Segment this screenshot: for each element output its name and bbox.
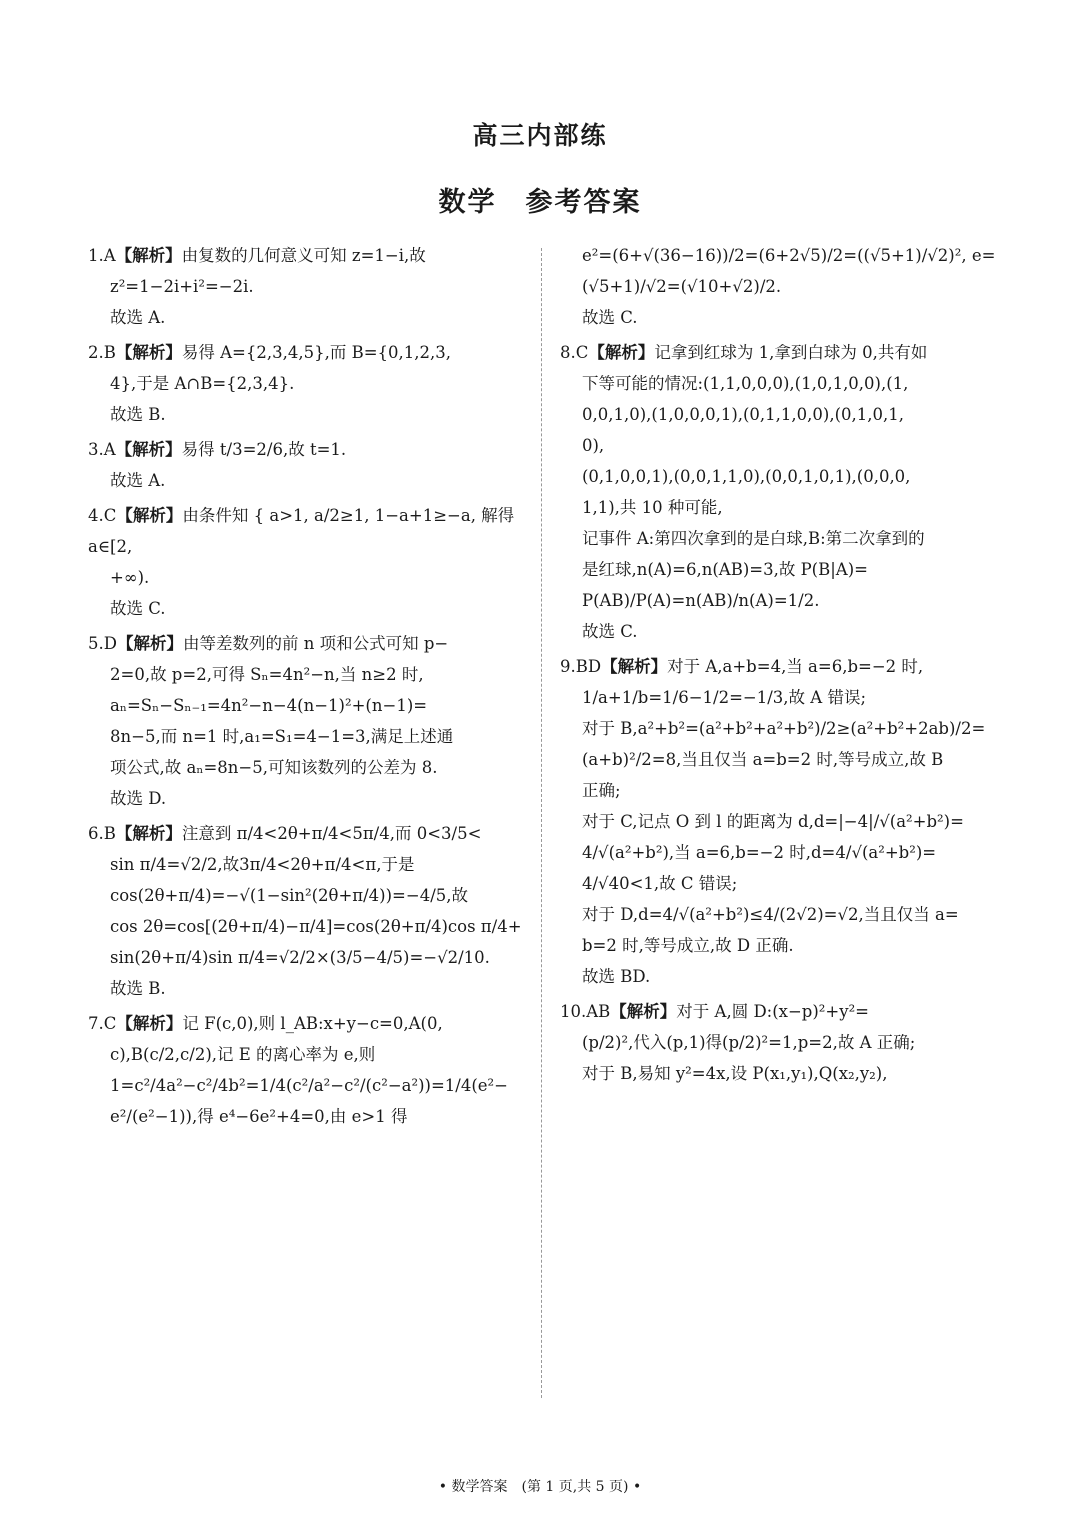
line-text: 记 F(c,0),则 l_AB:x+y−c=0,A(0,: [182, 1014, 443, 1033]
line-text: sin π/4=√2/2,故3π/4<2θ+π/4<π,于是: [110, 855, 415, 874]
answer-line: [88, 1008, 524, 1039]
line-text: (0,1,0,0,1),(0,0,1,1,0),(0,0,1,0,1),(0,0,0,: [582, 467, 911, 486]
answer-line: [88, 690, 524, 721]
answer-line: [560, 271, 996, 302]
line-text: 易得 t/3=2/6,故 t=1.: [181, 440, 347, 459]
line-text: 1=c²/4a²−c²/4b²=1/4(c²/a²−c²/(c²−a²))=1/4(e²−: [110, 1076, 508, 1095]
answer-item: [88, 434, 524, 500]
analysis-tag: 【解析】: [116, 1014, 183, 1033]
line-text: (√5+1)/√2=(√10+√2)/2.: [582, 277, 782, 296]
analysis-tag: 【解析】: [115, 824, 182, 843]
question-number: 3.A: [88, 440, 116, 459]
line-text: cos 2θ=cos[(2θ+π/4)−π/4]=cos(2θ+π/4)cos π/4+: [110, 917, 522, 936]
line-text: 0,0,1,0),(1,0,0,0,1),(0,1,1,0,0),(0,1,0,1,: [582, 405, 904, 424]
line-text: 对于 A,圆 D:(x−p)²+y²=: [676, 1002, 870, 1021]
left-column: [88, 240, 524, 1136]
analysis-tag: 【解析】: [115, 343, 182, 362]
question-number: 6.B: [88, 824, 116, 843]
line-text: c),B(c/2,c/2),记 E 的离心率为 e,则: [110, 1045, 376, 1064]
conclusion: 故选 D.: [110, 789, 167, 808]
conclusion: 故选 C.: [582, 622, 638, 641]
conclusion: 故选 B.: [110, 405, 166, 424]
question-number: 7.C: [88, 1014, 117, 1033]
answer-line: [88, 911, 524, 942]
answer-line: [560, 899, 996, 930]
line-text: 注意到 π/4<2θ+π/4<5π/4,而 0<3/5<: [181, 824, 482, 843]
answer-line: [560, 430, 996, 461]
line-text: 由等差数列的前 n 项和公式可知 p−: [182, 634, 449, 653]
analysis-tag: 【解析】: [115, 440, 182, 459]
line-text: aₙ=Sₙ−Sₙ₋₁=4n²−n−4(n−1)²+(n−1)=: [110, 696, 428, 715]
answer-line: [88, 721, 524, 752]
answer-line: [560, 368, 996, 399]
answer-line: [560, 651, 996, 682]
line-text: 记事件 A:第四次拿到的是白球,B:第二次拿到的: [582, 529, 925, 548]
answer-line: [560, 240, 996, 271]
answer-line: [88, 752, 524, 783]
answer-line: [88, 337, 524, 368]
line-text: 易得 A={2,3,4,5},而 B={0,1,2,3,: [181, 343, 451, 362]
conclusion: 故选 BD.: [582, 967, 651, 986]
answer-line: [560, 868, 996, 899]
answer-line: [88, 1039, 524, 1070]
line-text: 下等可能的情况:(1,1,0,0,0),(1,0,1,0,0),(1,: [582, 374, 909, 393]
line-text: e²=(6+√(36−16))/2=(6+2√5)/2=((√5+1)/√2)², e=: [582, 246, 996, 265]
answer-line: [560, 713, 996, 744]
line-text: 对于 B,a²+b²=(a²+b²+a²+b²)/2≥(a²+b²+2ab)/2=: [582, 719, 986, 738]
page-footer: • 数学答案 (第 1 页,共 5 页) •: [438, 1479, 642, 1495]
answer-line: [88, 500, 524, 562]
line-text: 由复数的几何意义可知 z=1−i,故: [181, 246, 426, 265]
answer-line: [88, 659, 524, 690]
page-subtitle: 数学 参考答案: [438, 187, 642, 218]
answer-line: [88, 1101, 524, 1132]
answer-line: [560, 399, 996, 430]
answer-line: [560, 682, 996, 713]
analysis-tag: 【解析】: [610, 1002, 677, 1021]
answer-item: [88, 628, 524, 818]
line-text: (p/2)²,代入(p,1)得(p/2)²=1,p=2,故 A 正确;: [582, 1033, 916, 1052]
answer-line: [88, 368, 524, 399]
question-number: 10.AB: [560, 1002, 611, 1021]
line-text: 1/a+1/b=1/6−1/2=−1/3,故 A 错误;: [582, 688, 867, 707]
answer-item: [560, 337, 996, 651]
answer-line: [88, 849, 524, 880]
conclusion: 故选 C.: [110, 599, 166, 618]
answer-item: [560, 651, 996, 996]
answer-item: [88, 500, 524, 628]
answer-line: [88, 942, 524, 973]
question-number: 1.A: [88, 246, 116, 265]
answer-line: [560, 744, 996, 775]
answer-line: [560, 930, 996, 961]
line-text: z²=1−2i+i²=−2i.: [110, 277, 254, 296]
line-text: 对于 A,a+b=4,当 a=6,b=−2 时,: [667, 657, 924, 676]
answer-item: [88, 818, 524, 1008]
line-text: 对于 B,易知 y²=4x,设 P(x₁,y₁),Q(x₂,y₂),: [582, 1064, 888, 1083]
right-column: [560, 240, 996, 1093]
page-title: 高三内部练: [472, 121, 608, 150]
conclusion: 故选 B.: [110, 979, 166, 998]
answer-line: [560, 461, 996, 492]
line-text: 4/√(a²+b²),当 a=6,b=−2 时,d=4/√(a²+b²)=: [582, 843, 937, 862]
line-text: 是红球,n(A)=6,n(AB)=3,故 P(B|A)=: [582, 560, 868, 579]
line-text: sin(2θ+π/4)sin π/4=√2/2×(3/5−4/5)=−√2/10.: [110, 948, 490, 967]
conclusion: 故选 A.: [110, 471, 166, 490]
answer-line: [88, 1070, 524, 1101]
line-text: (a+b)²/2=8,当且仅当 a=b=2 时,等号成立,故 B: [582, 750, 944, 769]
answer-item: [88, 337, 524, 434]
analysis-tag: 【解析】: [588, 343, 655, 362]
line-text: 4/√40<1,故 C 错误;: [582, 874, 738, 893]
line-text: 记拿到红球为 1,拿到白球为 0,共有如: [654, 343, 928, 362]
answer-line: [88, 880, 524, 911]
answer-item: [88, 1008, 524, 1136]
line-text: 0),: [582, 436, 605, 455]
question-number: 2.B: [88, 343, 116, 362]
answer-line: [560, 996, 996, 1027]
answer-item: [88, 240, 524, 337]
answer-line: [88, 271, 524, 302]
line-text: 4},于是 A∩B={2,3,4}.: [110, 374, 295, 393]
conclusion: 故选 A.: [110, 308, 166, 327]
answer-line: [560, 1058, 996, 1089]
answer-item: [560, 240, 996, 337]
conclusion: 故选 C.: [582, 308, 638, 327]
line-text: 由条件知 { a>1, a/2≥1, 1−a+1≥−a, 解得 a∈[2,: [88, 506, 515, 556]
line-text: 2=0,故 p=2,可得 Sₙ=4n²−n,当 n≥2 时,: [110, 665, 424, 684]
analysis-tag: 【解析】: [116, 506, 183, 525]
analysis-tag: 【解析】: [116, 634, 183, 653]
line-text: 对于 D,d=4/√(a²+b²)≤4/(2√2)=√2,当且仅当 a=: [582, 905, 959, 924]
answer-line: [560, 492, 996, 523]
answer-line: [88, 434, 524, 465]
question-number: 4.C: [88, 506, 117, 525]
analysis-tag: 【解析】: [115, 246, 182, 265]
answer-line: [88, 818, 524, 849]
line-text: 项公式,故 aₙ=8n−5,可知该数列的公差为 8.: [110, 758, 438, 777]
answer-line: [560, 837, 996, 868]
answer-line: [88, 240, 524, 271]
answer-line: [560, 775, 996, 806]
answer-line: [560, 523, 996, 554]
line-text: b=2 时,等号成立,故 D 正确.: [582, 936, 794, 955]
column-divider: [541, 248, 542, 1398]
line-text: P(AB)/P(A)=n(AB)/n(A)=1/2.: [582, 591, 820, 610]
answer-line: [560, 585, 996, 616]
answer-line: [560, 337, 996, 368]
analysis-tag: 【解析】: [601, 657, 668, 676]
answer-line: [560, 1027, 996, 1058]
answer-line: [88, 628, 524, 659]
answer-line: [560, 554, 996, 585]
line-text: 1,1),共 10 种可能,: [582, 498, 723, 517]
answer-line: [88, 562, 524, 593]
question-number: 9.BD: [560, 657, 602, 676]
question-number: 5.D: [88, 634, 117, 653]
answer-line: [560, 806, 996, 837]
line-text: e²/(e²−1)),得 e⁴−6e²+4=0,由 e>1 得: [110, 1107, 408, 1126]
line-text: +∞).: [110, 568, 150, 587]
line-text: 8n−5,而 n=1 时,a₁=S₁=4−1=3,满足上述通: [110, 727, 454, 746]
answer-item: [560, 996, 996, 1093]
line-text: 对于 C,记点 O 到 l 的距离为 d,d=|−4|/√(a²+b²)=: [582, 812, 964, 831]
line-text: 正确;: [582, 781, 621, 800]
question-number: 8.C: [560, 343, 589, 362]
line-text: cos(2θ+π/4)=−√(1−sin²(2θ+π/4))=−4/5,故: [110, 886, 469, 905]
